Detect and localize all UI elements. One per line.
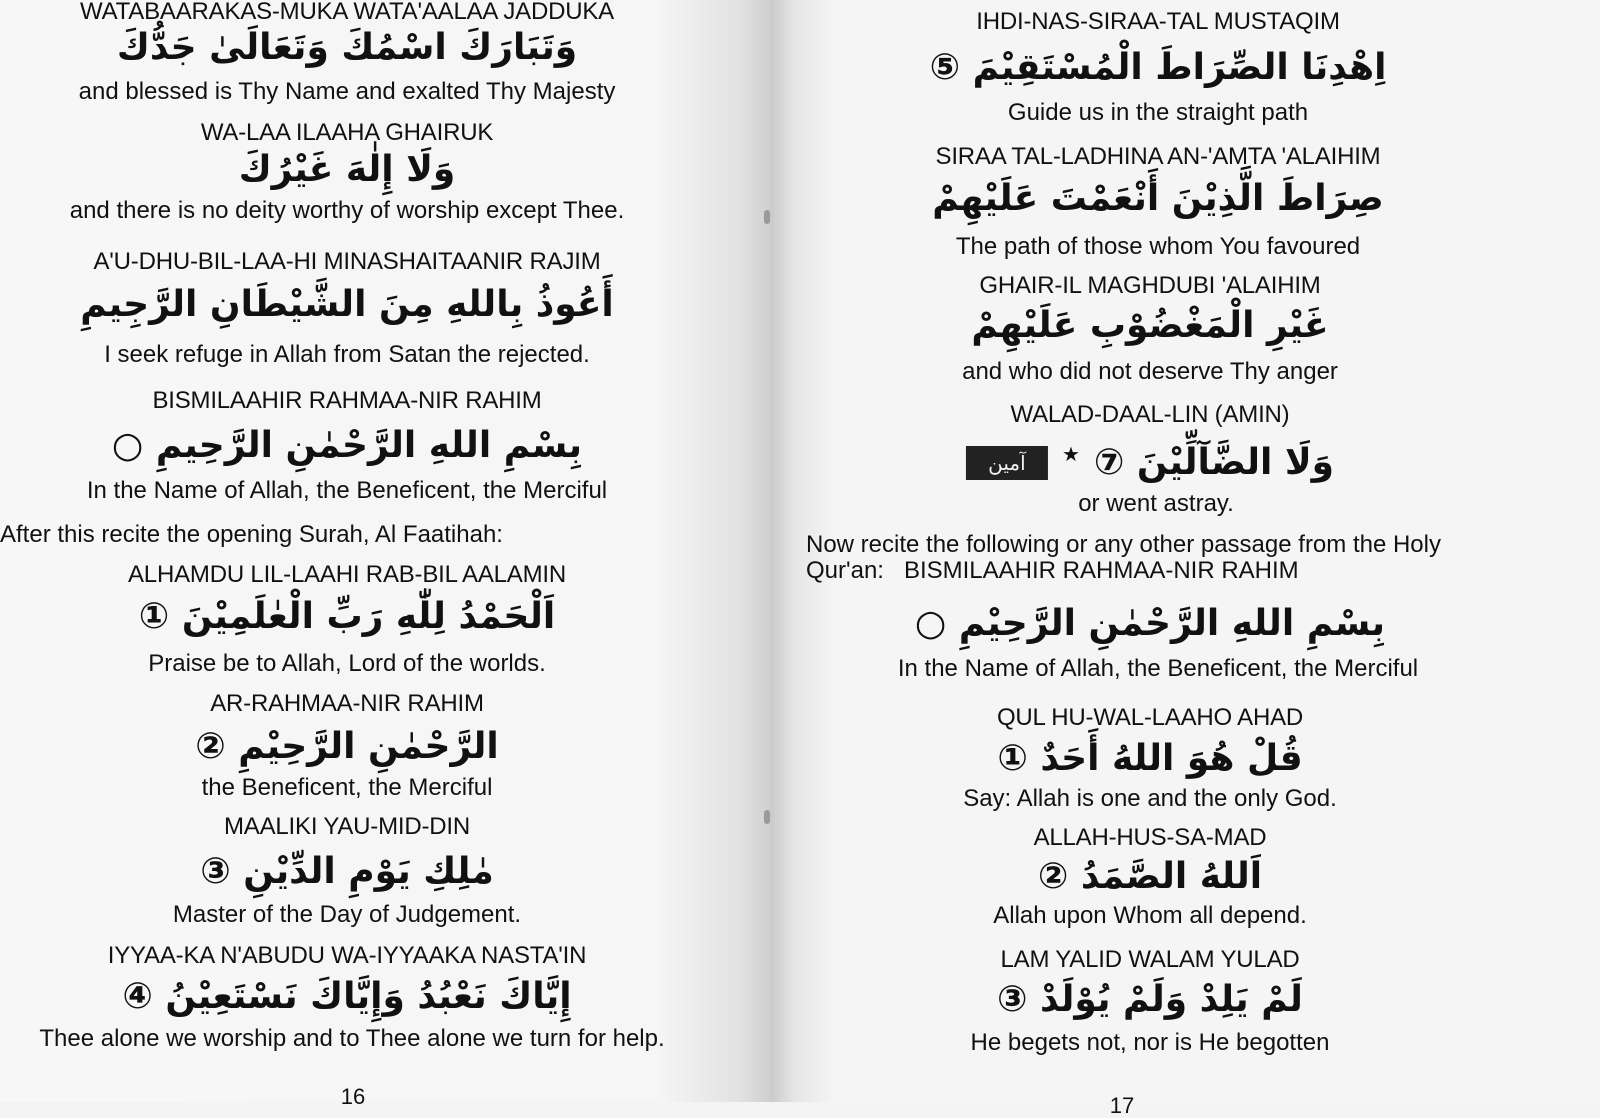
translation: In the Name of Allah, the Beneficent, the Merciful xyxy=(897,655,1419,682)
transliteration: IYYAA-KA N'ABUDU WA-IYYAAKA NASTA'IN xyxy=(107,942,587,969)
arabic-verse: وَلَا الضَّآلِّيْنَ ⑦ xyxy=(1093,442,1335,483)
arabic-verse: قُلْ هُوَ اللهُ أَحَدٌ ① xyxy=(997,738,1303,779)
translation: I seek refuge in Allah from Satan the rejected. xyxy=(104,341,590,368)
instruction: Now recite the following or any other passage from the Holy xyxy=(806,531,1441,558)
arabic-verse: اَلْحَمْدُ لِلّٰهِ رَبِّ الْعٰلَمِيْنَ ① xyxy=(138,596,556,637)
page-number: 16 xyxy=(340,1084,366,1109)
transliteration: QUL HU-WAL-LAAHO AHAD xyxy=(996,704,1304,731)
arabic-verse: وَتَبَارَكَ اسْمُكَ وَتَعَالَىٰ جَدُّكَ xyxy=(116,27,578,68)
transliteration: GHAIR-IL MAGHDUBI 'ALAIHIM xyxy=(979,272,1321,299)
arabic-verse: اَللهُ الصَّمَدُ ② xyxy=(1037,856,1263,897)
translation: Guide us in the straight path xyxy=(1007,99,1309,126)
transliteration: WA-LAA ILAAHA GHAIRUK xyxy=(200,119,494,146)
translation: and blessed is Thy Name and exalted Thy Majesty xyxy=(78,78,616,105)
transliteration: LAM YALID WALAM YULAD xyxy=(1000,946,1300,973)
arabic-verse: أَعُوذُ بِاللهِ مِنَ الشَّيْطَانِ الرَّجِيمِ xyxy=(80,284,614,325)
transliteration: ALLAH-HUS-SA-MAD xyxy=(1033,824,1267,851)
arabic-verse: الرَّحْمٰنِ الرَّحِيْمِ ② xyxy=(195,726,499,767)
transliteration: WALAD-DAAL-LIN (AMIN) xyxy=(1010,401,1290,428)
translation: He begets not, nor is He begotten xyxy=(970,1029,1330,1056)
transliteration: A'U-DHU-BIL-LAA-HI MINASHAITAANIR RAJIM xyxy=(93,248,601,275)
translation: The path of those whom You favoured xyxy=(955,233,1361,260)
translation: Say: Allah is one and the only God. xyxy=(963,785,1337,812)
transliteration: AR-RAHMAA-NIR RAHIM xyxy=(210,690,484,717)
amin-verse-row xyxy=(966,442,1335,483)
arabic-verse: غَيْرِ الْمَغْضُوْبِ عَلَيْهِمْ xyxy=(971,305,1329,346)
translation: Thee alone we worship and to Thee alone we turn for help. xyxy=(39,1025,665,1052)
page-number: 17 xyxy=(1109,1093,1135,1118)
translation: Master of the Day of Judgement. xyxy=(172,901,522,928)
arabic-verse: بِسْمِ اللهِ الرَّحْمٰنِ الرَّحِيْمِ ○ xyxy=(914,603,1386,644)
translation: and who did not deserve Thy anger xyxy=(962,358,1338,385)
instruction: After this recite the opening Surah, Al Faatihah: xyxy=(0,521,503,548)
star-icon: ★ xyxy=(1061,444,1080,466)
transliteration: IHDI-NAS-SIRAA-TAL MUSTAQIM xyxy=(976,8,1340,35)
transliteration: MAALIKI YAU-MID-DIN xyxy=(223,813,471,840)
arabic-verse: بِسْمِ اللهِ الرَّحْمٰنِ الرَّحِيمِ ○ xyxy=(111,425,583,466)
arabic-verse: إِيَّاكَ نَعْبُدُ وَإِيَّاكَ نَسْتَعِيْنُ ④ xyxy=(122,976,572,1017)
translation: Praise be to Allah, Lord of the worlds. xyxy=(148,650,546,677)
translation: or went astray. xyxy=(1078,490,1234,517)
transliteration: WATABAARAKAS-MUKA WATA'AALAA JADDUKA xyxy=(80,0,614,25)
transliteration: ALHAMDU LIL-LAAHI RAB-BIL AALAMIN xyxy=(128,561,566,588)
arabic-verse: مٰلِكِ يَوْمِ الدِّيْنِ ③ xyxy=(200,851,494,892)
transliteration: SIRAA TAL-LADHINA AN-'AMTA 'ALAIHIM xyxy=(935,143,1381,170)
arabic-verse: وَلَا إِلٰهَ غَيْرُكَ xyxy=(238,149,456,190)
arabic-verse: لَمْ يَلِدْ وَلَمْ يُوْلَدْ ③ xyxy=(997,979,1303,1020)
arabic-verse: اِهْدِنَا الصِّرَاطَ الْمُسْتَقِيْمَ ⑤ xyxy=(929,47,1387,88)
translation: Allah upon Whom all depend. xyxy=(993,902,1307,929)
translation: the Beneficent, the Merciful xyxy=(201,774,493,801)
arabic-verse: صِرَاطَ الَّذِيْنَ أَنْعَمْتَ عَلَيْهِمْ xyxy=(932,178,1384,219)
translation: and there is no deity worthy of worship except Thee. xyxy=(69,197,625,224)
right-page xyxy=(770,0,1600,1118)
transliteration: BISMILAAHIR RAHMAA-NIR RAHIM xyxy=(152,387,542,414)
instruction-transliteration: Qur'an: BISMILAAHIR RAHMAA-NIR RAHIM xyxy=(806,557,1299,584)
amin-box: آمين xyxy=(966,446,1048,480)
left-page xyxy=(0,0,770,1109)
translation: In the Name of Allah, the Beneficent, the Merciful xyxy=(86,477,608,504)
